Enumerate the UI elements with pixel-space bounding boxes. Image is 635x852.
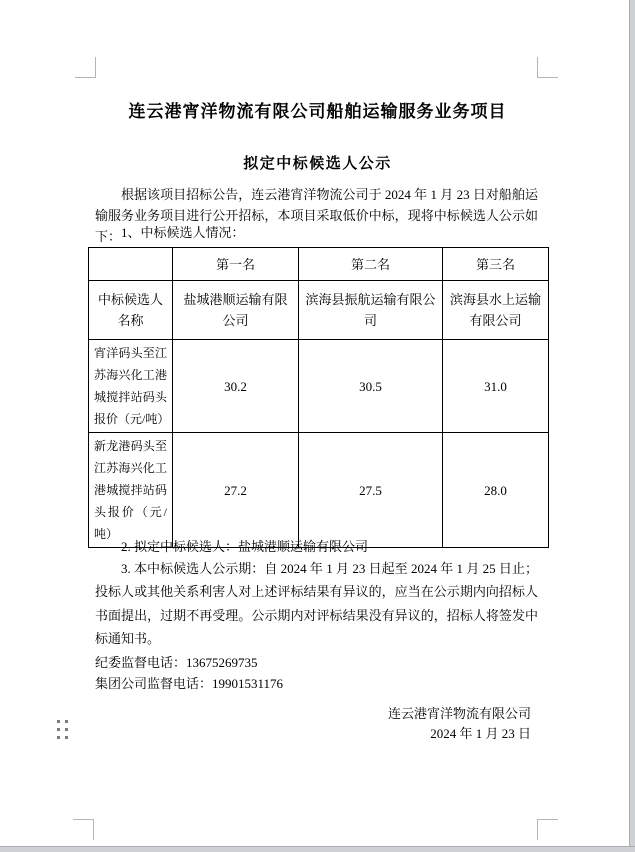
contact-label-group: 集团公司监督电话： bbox=[95, 675, 213, 691]
signature-block bbox=[95, 704, 531, 744]
text-boundary-mark-top-right bbox=[537, 57, 558, 78]
price-row-xiaoyang-label: 宵洋码头至江苏海兴化工港城搅拌站码头报价（元/吨） bbox=[89, 340, 173, 433]
price-xiaoyang-candidate-3: 31.0 bbox=[443, 340, 549, 433]
header-rank3-cell: 第三名 bbox=[443, 248, 549, 281]
page-edge-right bbox=[629, 0, 635, 852]
list-item-3: 3. 本中标候选人公示期：自 2024 年 1 月 23 日起至 2024 年 1 月 25 日止；投标人或其他关系利害人对上述评标结果有异议的，应当在公示期内向招标人书面提出，过期不再受理。公示期内对评标结果没有异议的，招标人将签发中标通知书。 bbox=[95, 561, 538, 647]
contact-line-group bbox=[95, 674, 538, 695]
intro-paragraph: 根据该项目招标公告，连云港宵洋物流公司于 2024 年 1 月 23 日对船舶运输服务业务项目进行公开招标，本项目采取低价中标，现将中标候选人公示如下： bbox=[95, 187, 538, 244]
page-edge-bottom bbox=[0, 846, 635, 852]
list-item-1: 1、中标候选人情况： bbox=[121, 225, 245, 240]
candidate-3-name: 滨海县水上运输有限公司 bbox=[443, 281, 549, 340]
price-xinlonggang-candidate-3: 28.0 bbox=[443, 433, 549, 548]
text-boundary-mark-top-left bbox=[75, 57, 96, 78]
contact-number-group: 19901531176 bbox=[212, 675, 284, 691]
price-xinlonggang-candidate-1: 27.2 bbox=[173, 433, 299, 548]
document-subtitle: 拟定中标候选人公示 bbox=[243, 156, 392, 172]
bid-candidates-table bbox=[88, 247, 549, 548]
candidate-name-label: 中标候选人名称 bbox=[89, 281, 173, 340]
signature-date: 2024 年 1 月 23 日 bbox=[430, 726, 531, 741]
list-item-2: 2. 拟定中标候选人：盐城港顺运输有限公司 bbox=[121, 539, 369, 554]
header-rank1-cell: 第一名 bbox=[173, 248, 299, 281]
price-row-xinlonggang bbox=[89, 433, 549, 548]
price-xinlonggang-candidate-2: 27.5 bbox=[299, 433, 443, 548]
contact-label-discipline: 纪委监督电话： bbox=[95, 655, 187, 670]
price-xiaoyang-candidate-2: 30.5 bbox=[299, 340, 443, 433]
header-rank2-cell: 第二名 bbox=[299, 248, 443, 281]
table-header-row bbox=[89, 248, 549, 281]
candidate-1-name: 盐城港顺运输有限公司 bbox=[173, 281, 299, 340]
candidate-name-row bbox=[89, 281, 549, 340]
dots-marker bbox=[57, 720, 68, 739]
price-xiaoyang-candidate-1: 30.2 bbox=[173, 340, 299, 433]
signature-company: 连云港宵洋物流有限公司 bbox=[387, 706, 531, 721]
price-row-xinlonggang-label: 新龙港码头至江苏海兴化工港城搅拌站码头报价（元/吨） bbox=[89, 433, 173, 548]
candidate-2-name: 滨海县振航运输有限公司 bbox=[299, 281, 443, 340]
text-boundary-mark-bottom-right bbox=[537, 819, 558, 840]
header-blank-cell bbox=[89, 248, 173, 281]
contact-number-discipline: 13675269735 bbox=[186, 655, 258, 670]
price-row-xiaoyang bbox=[89, 340, 549, 433]
text-boundary-mark-bottom-left bbox=[73, 819, 94, 840]
contact-block bbox=[95, 653, 538, 694]
document-title: 连云港宵洋物流有限公司船舶运输服务业务项目 bbox=[128, 102, 507, 121]
contact-line-discipline bbox=[95, 653, 538, 674]
